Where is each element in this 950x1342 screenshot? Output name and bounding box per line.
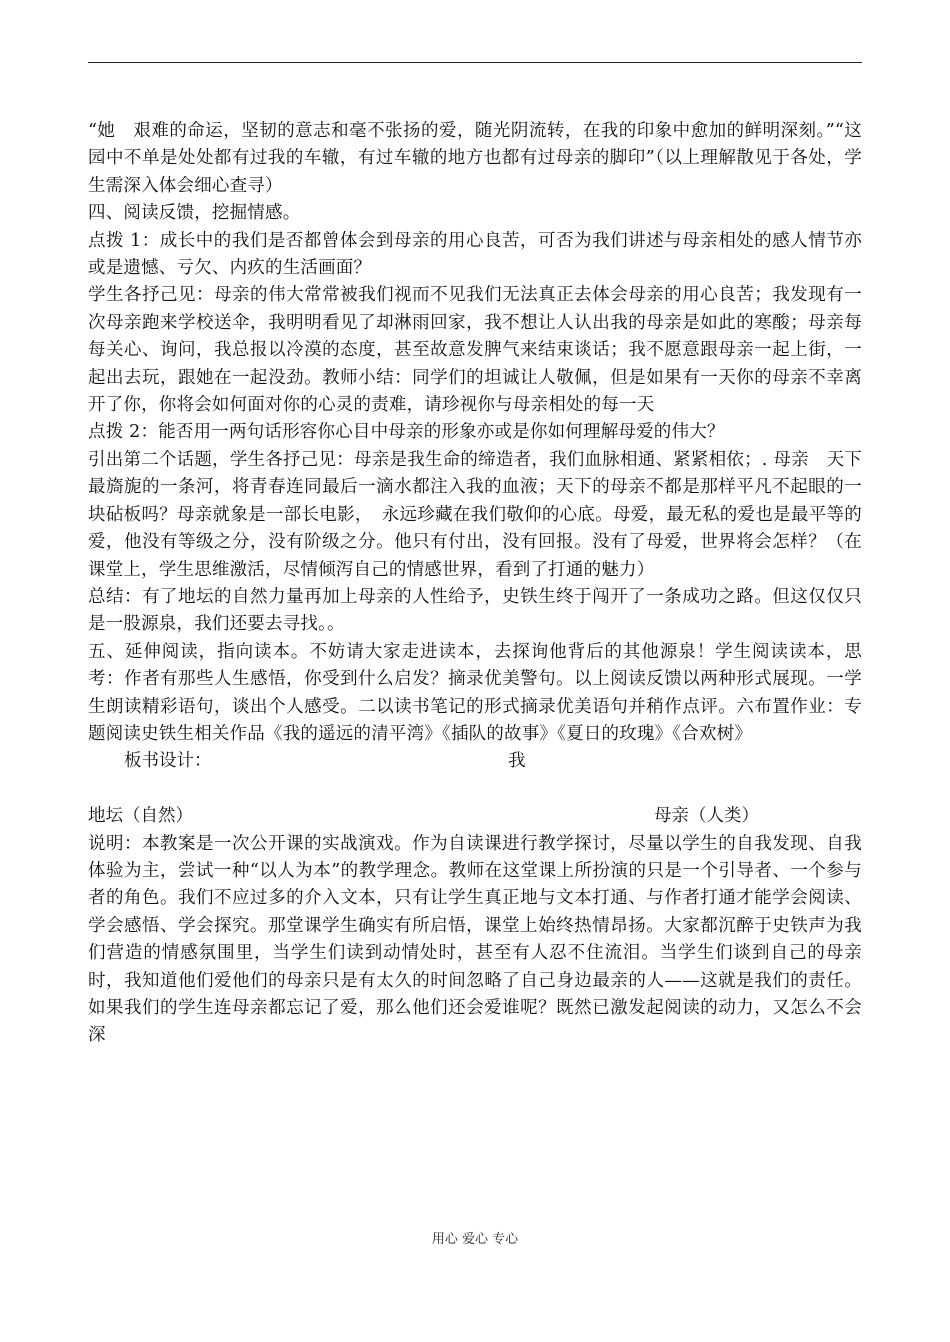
document-body [88,118,862,1050]
board-design-row [88,748,862,775]
paragraph-student-views-2: 引出第二个话题，学生各抒己见：母亲是我生命的缔造者，我们血脉相通、紧紧相依；. 母亲 天下最旖旎的一条河，将青春连同最后一滴水都注入我的血液；天下的母亲不都是那样平凡不起眼的一块砧板吗？母亲就象是一部长电影， 永远珍藏在我们敬仰的心底。母爱，最无私的爱也是最平等的爱，他没有等级之分，没有阶级之分。他只有付出，没有回报。没有了母爱，世界将会怎样？（在课堂上，学生思维激活，尽情倾泻自己的情感世界，看到了打通的魅力） [88,449,862,580]
page-footer: 用心 爱心 专心 [431,1232,519,1247]
board-left-term: 地坛（自然） [88,806,193,827]
board-right-term: 母亲（人类） [654,806,759,827]
paragraph-student-views-1: 学生各抒己见：母亲的伟大常常被我们视而不见我们无法真正去体会母亲的用心良苦；我发现有一次母亲跑来学校送伞，我明明看见了却淋雨回家，我不想让人认出我的母亲是如此的寒酸；母亲每每关心、询问，我总报以冷漠的态度，甚至故意发脾气来结束谈话；我不愿意跟母亲一起上街，一起出去玩，跟她在一起没劲。教师小结：同学们的坦诚让人敬佩，但是如果有一天你的母亲不幸离开了你，你将会如何面对你的心灵的责难，请珍视你与母亲相处的每一天 [88,285,862,416]
spacer [88,776,862,803]
section-heading-5: 五、延伸阅读，指向读本。不妨请大家走进读本，去探询他背后的其他源泉！学生阅读读本，思考：作者有那些人生感悟，你受到什么启发？摘录优美警句。以上阅读反馈以两种形式展现。一学生朗读精彩语句，谈出个人感受。二以读书笔记的形式摘录优美语句并稍作点评。六布置作业：专题阅读史铁生相关作品《我的遥远的清平湾》《插队的故事》《夏日的玫瑰》《合欢树》 [88,641,862,744]
section-heading-4: 四、阅读反馈，挖掘情感。 [88,203,301,224]
paragraph-hint-1: 点拨 1：成长中的我们是否都曾体会到母亲的用心良苦，可否为我们讲述与母亲相处的感人情节亦或是遗憾、亏欠、内疚的生活画面？ [88,230,862,279]
board-pair-row [88,803,862,830]
paragraph-summary: 总结：有了地坛的自然力量再加上母亲的人性给予，史铁生终于闯开了一条成功之路。但这仅仅只是一股源泉，我们还要去寻找。。 [88,586,862,635]
board-design-label: 板书设计： [124,751,212,772]
board-center-word: 我 [508,751,526,772]
paragraph-note: 说明：本教案是一次公开课的实战演戏。作为自读课进行教学探讨，尽量以学生的自我发现、自我体验为主，尝试一种“以人为本”的教学理念。教师在这堂课上所扮演的只是一个引导者、一个参与者的角色。我们不应过多的介入文本，只有让学生真正地与文本打通、与作者打通才能学会阅读、学会感悟、学会探究。那堂课学生确实有所启悟，课堂上始终热情昂扬。大家都沉醉于史铁声为我们营造的情感氛围里，当学生们读到动情处时，甚至有人忍不住流泪。当学生们谈到自己的母亲时，我知道他们爱他们的母亲只是有太久的时间忽略了自己身边最亲的人——这就是我们的责任。如果我们的学生连母亲都忘记了爱，那么他们还会爱谁呢？既然已激发起阅读的动力，又怎么不会深 [88,833,862,1046]
header-rule [88,62,862,63]
paragraph-quote: “她 艰难的命运，坚韧的意志和毫不张扬的爱，随光阴流转，在我的印象中愈加的鲜明深刻。”“这园中不单是处处都有过我的车辙，有过车辙的地方也都有过母亲的脚印”（以上理解散见于各处，学生需深入体会细心查寻） [88,121,862,196]
paragraph-hint-2: 点拨 2：能否用一两句话形容你心目中母亲的形象亦或是你如何理解母爱的伟大？ [88,422,725,443]
